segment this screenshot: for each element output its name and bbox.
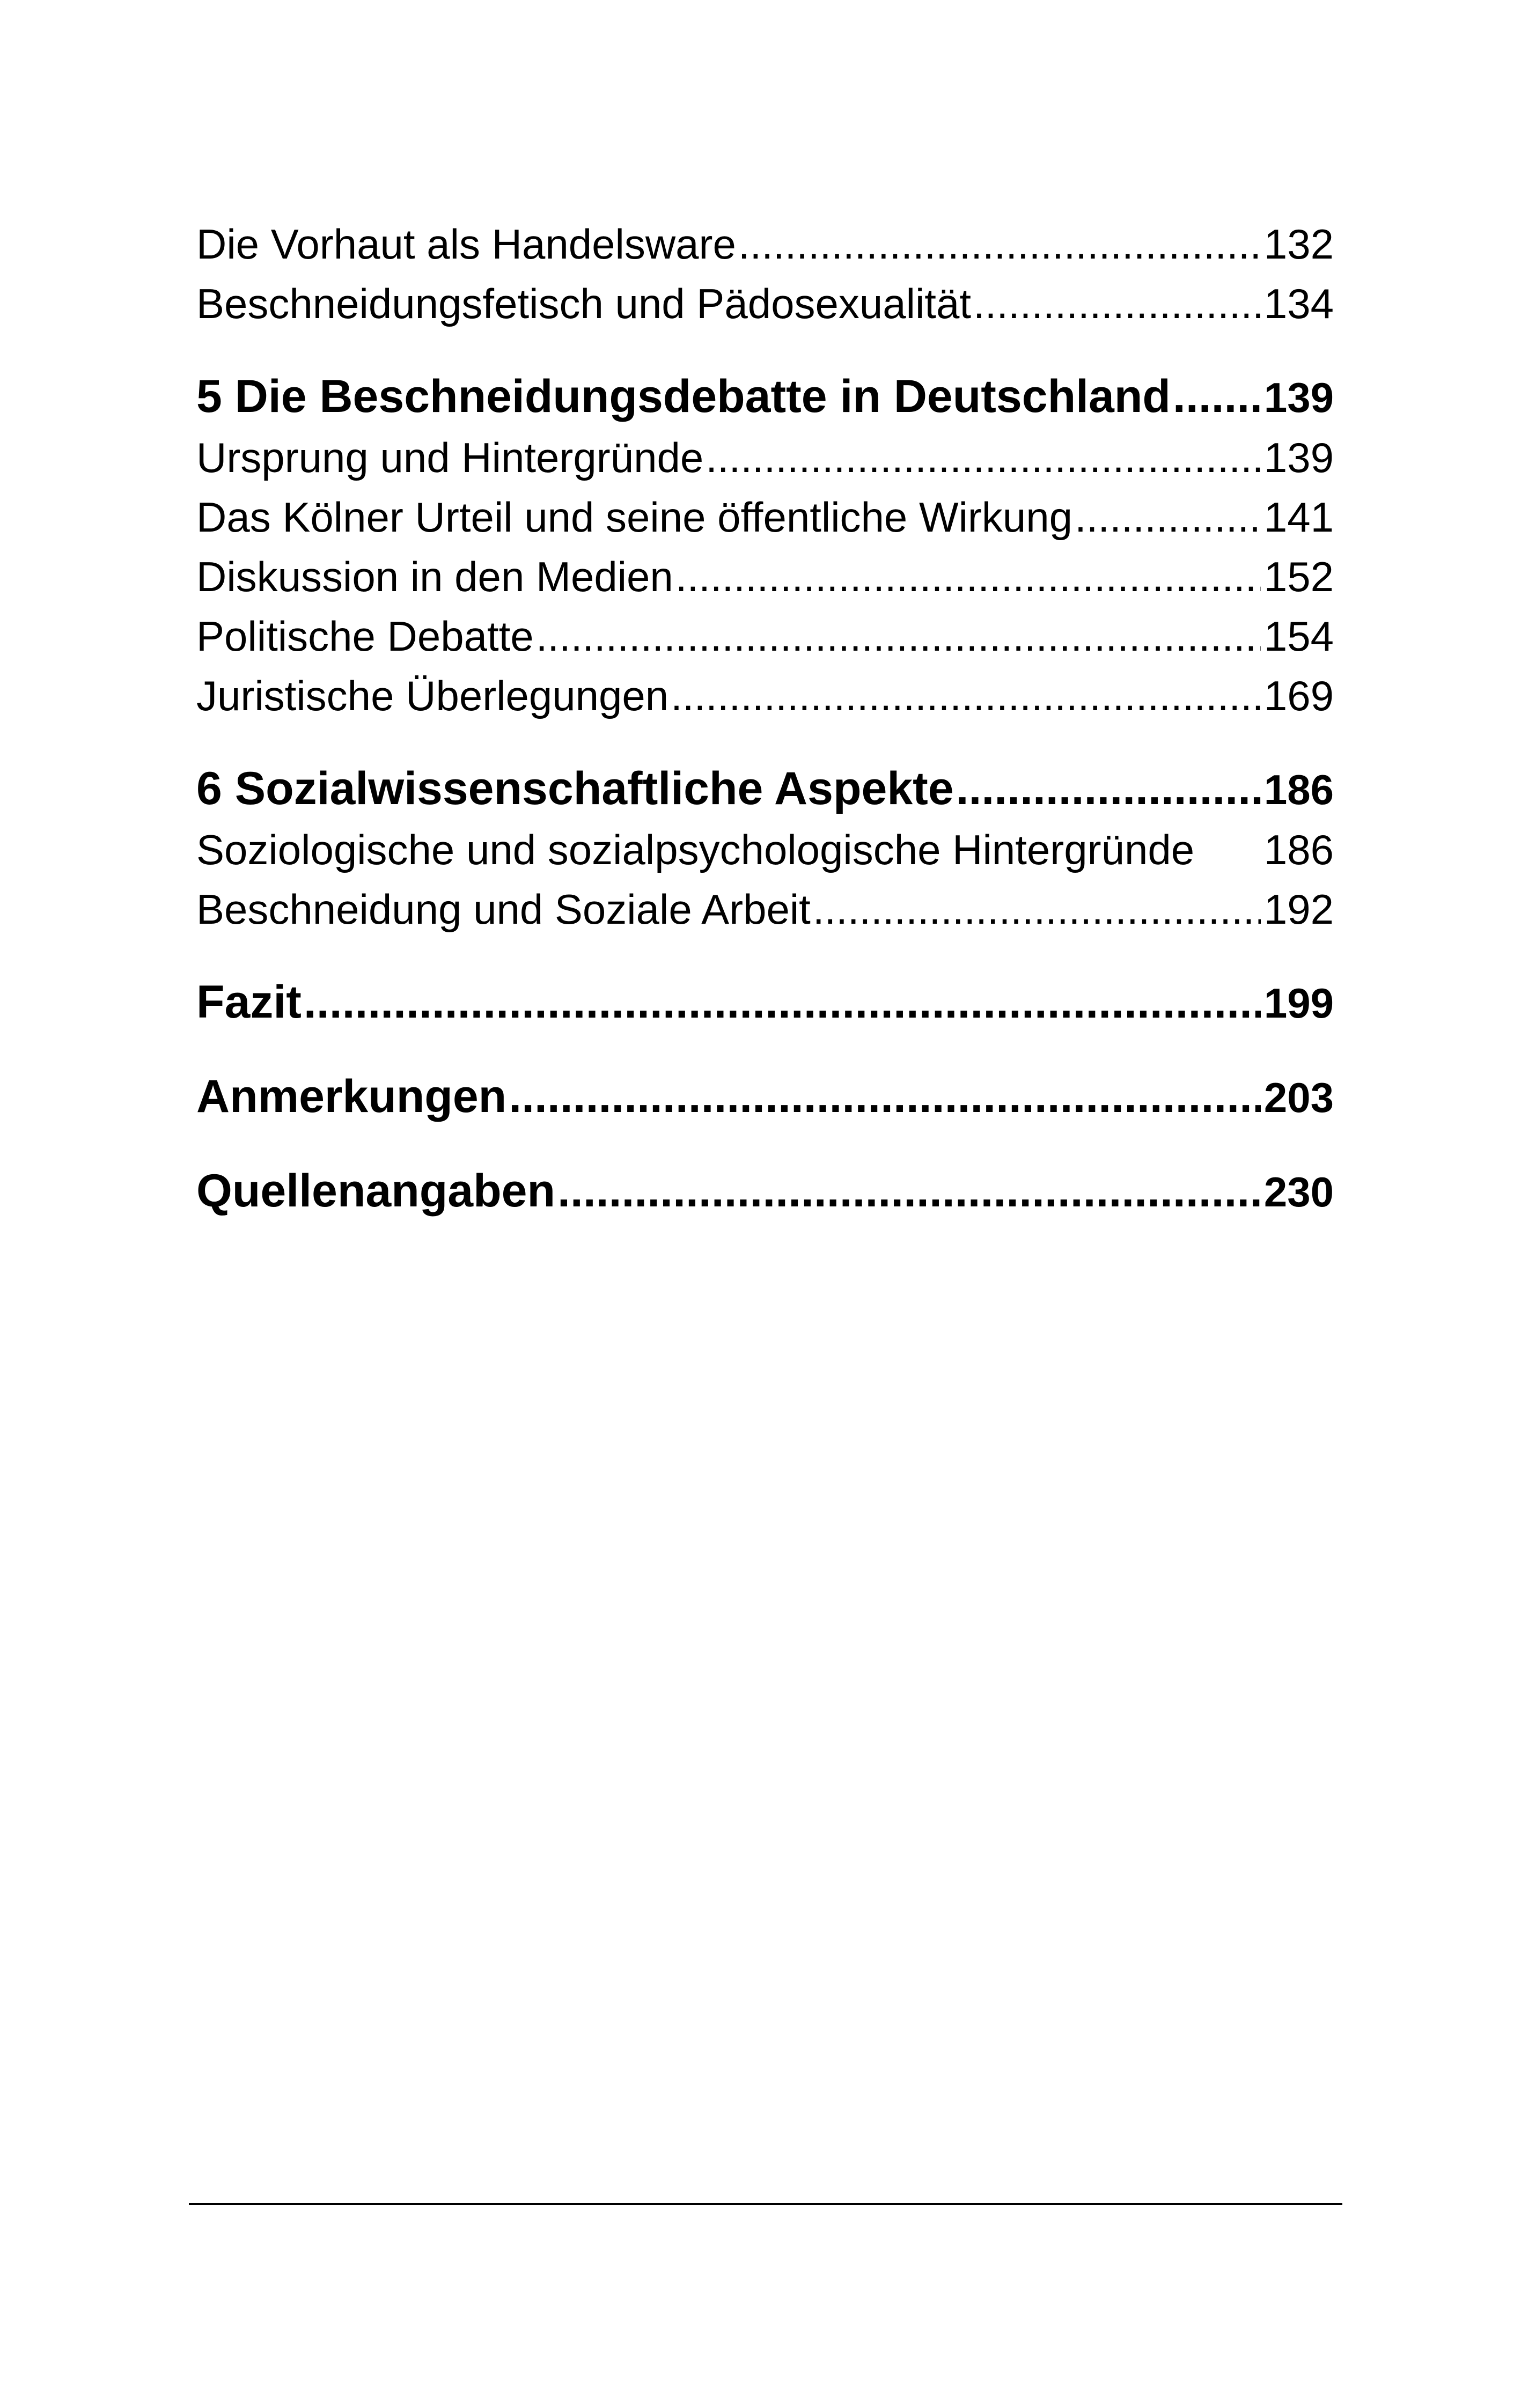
toc-entry-title: Die Vorhaut als Handelsware xyxy=(196,220,736,268)
toc-leader-dots xyxy=(706,428,1261,488)
toc-leader-dots xyxy=(738,215,1261,274)
toc-chapter-page: 186 xyxy=(1263,766,1334,813)
toc-chapter-page: 139 xyxy=(1263,374,1334,421)
toc-entry[interactable] xyxy=(196,547,1334,607)
toc-entry-page: 132 xyxy=(1263,220,1334,268)
toc-chapter-title: Quellenangaben xyxy=(196,1165,556,1217)
toc-entry-title: Soziologische und sozialpsychologische Hintergründe xyxy=(196,826,1195,873)
toc-entry-page: 154 xyxy=(1263,613,1334,660)
toc-entry-page: 152 xyxy=(1263,553,1334,600)
toc-leader-dots xyxy=(675,547,1261,607)
toc-leader-dots xyxy=(956,757,1261,820)
toc-chapter-title: 5 Die Beschneidungsdebatte in Deutschland xyxy=(196,371,1171,422)
toc-entry[interactable] xyxy=(196,880,1334,939)
toc-leader-dots xyxy=(1173,365,1261,428)
toc-leader-dots xyxy=(1075,488,1261,547)
toc-chapter-page: 199 xyxy=(1263,980,1334,1027)
toc-chapter-title: 6 Sozialwissenschaftliche Aspekte xyxy=(196,763,954,814)
toc-chapter[interactable] xyxy=(196,970,1334,1034)
toc-leader-dots xyxy=(557,1159,1261,1223)
toc-chapter-title: Fazit xyxy=(196,976,302,1028)
toc-leader-dots xyxy=(536,607,1261,666)
toc-entry-page: 139 xyxy=(1263,434,1334,481)
toc-chapter-page: 203 xyxy=(1263,1074,1334,1121)
toc-entry-title: Beschneidung und Soziale Arbeit xyxy=(196,886,811,933)
toc-chapter-page: 230 xyxy=(1263,1168,1334,1216)
toc-chapter[interactable] xyxy=(196,1065,1334,1128)
toc-entry[interactable] xyxy=(196,428,1334,488)
toc-entry-title: Politische Debatte xyxy=(196,613,534,660)
toc-entry[interactable] xyxy=(196,215,1334,274)
toc-entry[interactable] xyxy=(196,488,1334,547)
toc-entry[interactable] xyxy=(196,607,1334,666)
toc-entry-page: 169 xyxy=(1263,672,1334,719)
toc-chapter[interactable] xyxy=(196,1159,1334,1223)
toc-entry-title: Ursprung und Hintergründe xyxy=(196,434,704,481)
toc-leader-dots xyxy=(813,880,1261,939)
toc-entry-title: Das Kölner Urteil und seine öffentliche Wirkung xyxy=(196,494,1073,541)
toc-chapter[interactable] xyxy=(196,365,1334,428)
toc-entry-page: 134 xyxy=(1263,280,1334,327)
toc-entry-title: Beschneidungsfetisch und Pädosexualität xyxy=(196,280,971,327)
toc-entry[interactable] xyxy=(196,274,1334,334)
toc-entry-page: 141 xyxy=(1263,494,1334,541)
toc-entry[interactable] xyxy=(196,820,1334,880)
footer-divider xyxy=(189,2203,1342,2205)
toc-entry-title: Diskussion in den Medien xyxy=(196,553,673,600)
toc-chapter[interactable] xyxy=(196,757,1334,820)
toc-entry-title: Juristische Überlegungen xyxy=(196,672,669,719)
toc-entry-page: 192 xyxy=(1263,886,1334,933)
table-of-contents xyxy=(196,215,1334,1223)
toc-chapter-title: Anmerkungen xyxy=(196,1071,507,1122)
toc-leader-dots xyxy=(671,666,1261,726)
toc-entry-page: 186 xyxy=(1263,826,1334,873)
toc-entry[interactable] xyxy=(196,666,1334,726)
toc-leader-dots xyxy=(509,1065,1261,1128)
toc-leader-dots xyxy=(304,970,1261,1034)
toc-leader-dots xyxy=(973,274,1261,334)
